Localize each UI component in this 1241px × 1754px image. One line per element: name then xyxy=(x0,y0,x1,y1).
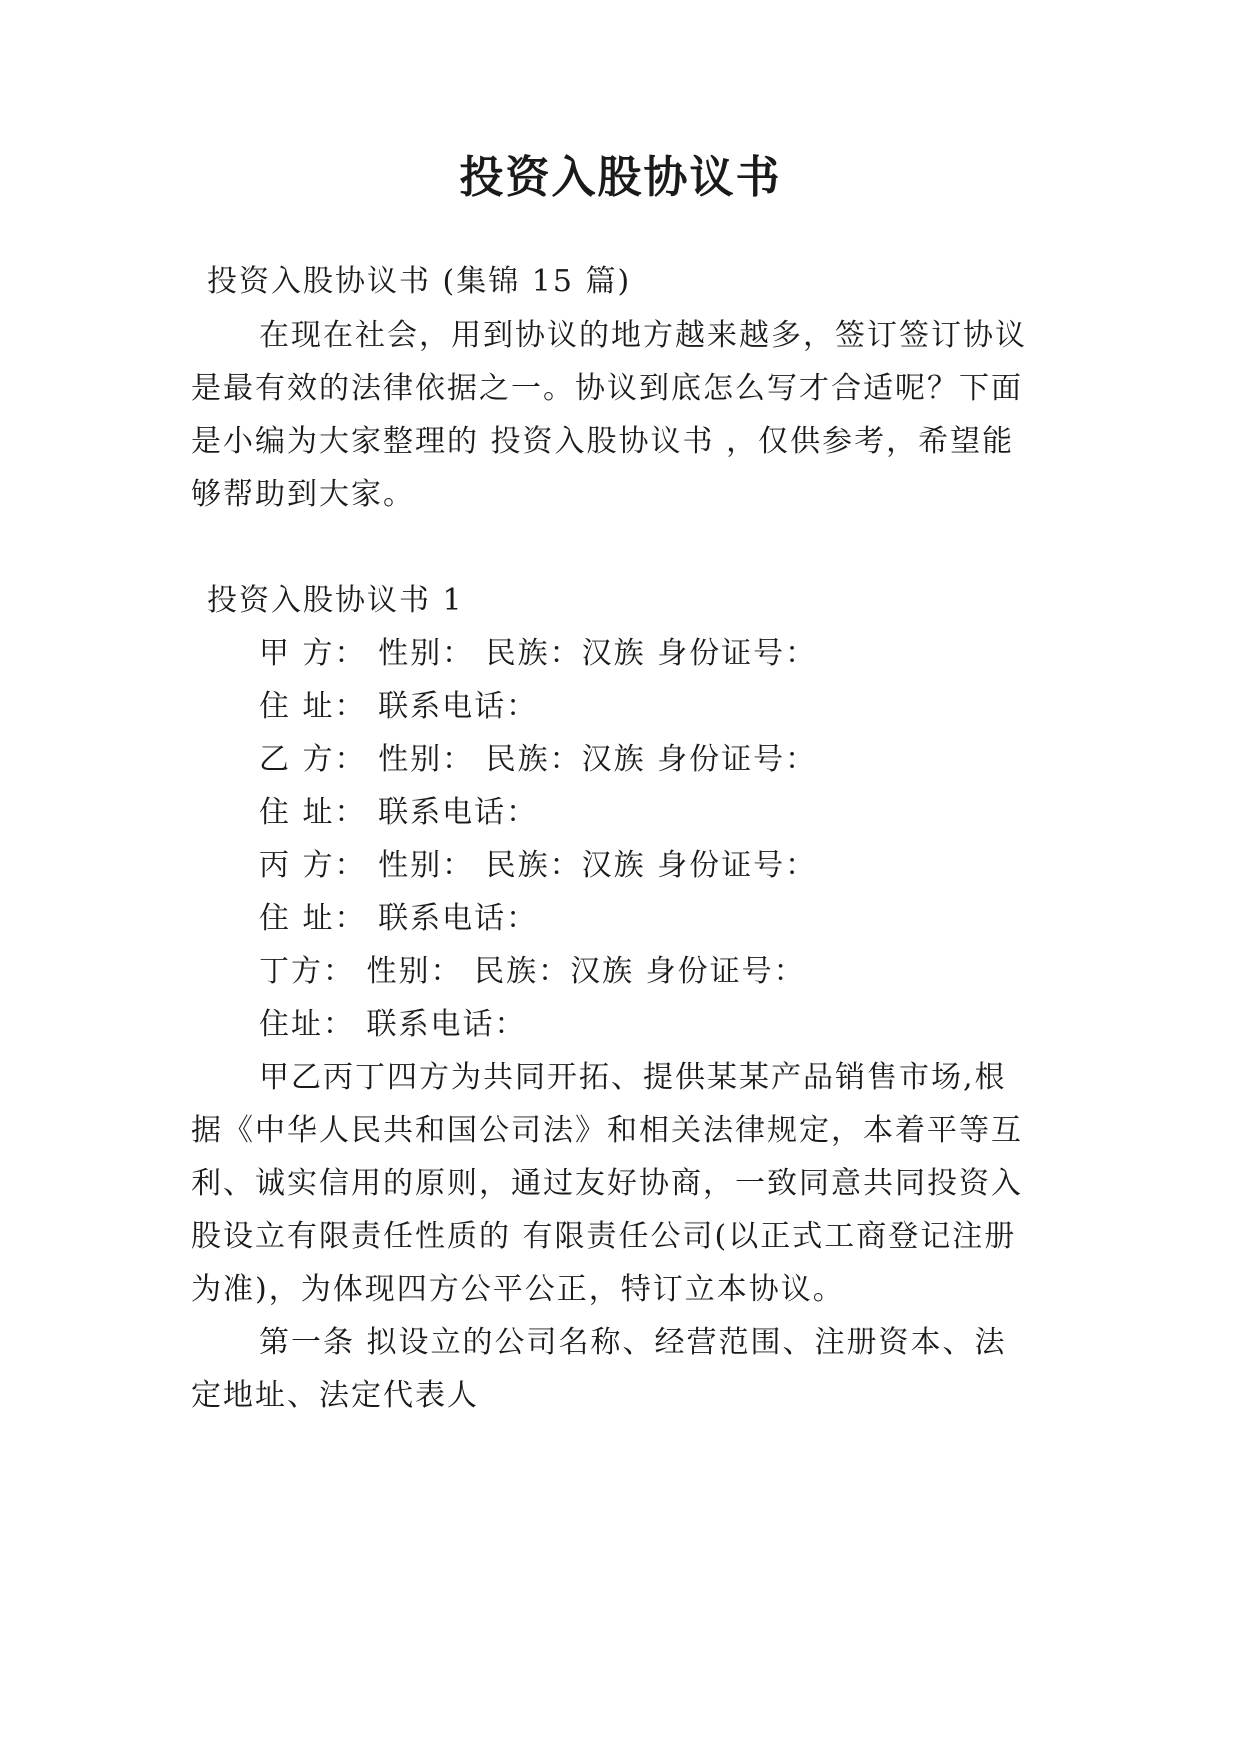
body-line-1: 甲乙丙丁四方为共同开拓、提供某某产品销售市场,根 xyxy=(259,1060,1007,1095)
party-line-5: 丙 方： 性别： 民族：汉族 身份证号： xyxy=(259,848,818,883)
section-heading: 投资入股协议书 1 xyxy=(207,583,464,618)
body-line-2: 据《中华人民共和国公司法》和相关法律规定，本着平等互 xyxy=(191,1113,1023,1148)
document-title: 投资入股协议书 xyxy=(459,152,782,203)
party-line-7: 丁方： 性别： 民族：汉族 身份证号： xyxy=(259,954,806,989)
article-line-1: 第一条 拟设立的公司名称、经营范围、注册资本、法 xyxy=(259,1325,1007,1360)
document-subtitle: 投资入股协议书 (集锦 15 篇) xyxy=(207,264,632,299)
body-line-5: 为准)，为体现四方公平公正，特订立本协议。 xyxy=(191,1272,845,1307)
intro-line-1: 在现在社会，用到协议的地方越来越多，签订签订协议 xyxy=(259,318,1027,353)
party-line-1: 甲 方： 性别： 民族：汉族 身份证号： xyxy=(259,636,818,671)
party-line-4: 住 址： 联系电话： xyxy=(259,795,539,830)
party-line-8: 住址： 联系电话： xyxy=(259,1007,527,1042)
party-line-3: 乙 方： 性别： 民族：汉族 身份证号： xyxy=(259,742,818,777)
party-line-2: 住 址： 联系电话： xyxy=(259,689,539,724)
intro-line-2: 是最有效的法律依据之一。协议到底怎么写才合适呢？下面 xyxy=(191,371,1023,406)
article-line-2: 定地址、法定代表人 xyxy=(191,1378,479,1413)
intro-line-3: 是小编为大家整理的 投资入股协议书 ，仅供参考，希望能 xyxy=(191,424,1015,459)
body-line-3: 利、诚实信用的原则，通过友好协商，一致同意共同投资入 xyxy=(191,1166,1023,1201)
party-line-6: 住 址： 联系电话： xyxy=(259,901,539,936)
body-line-4: 股设立有限责任性质的 有限责任公司(以正式工商登记注册 xyxy=(191,1219,1017,1254)
intro-line-4: 够帮助到大家。 xyxy=(191,477,415,512)
